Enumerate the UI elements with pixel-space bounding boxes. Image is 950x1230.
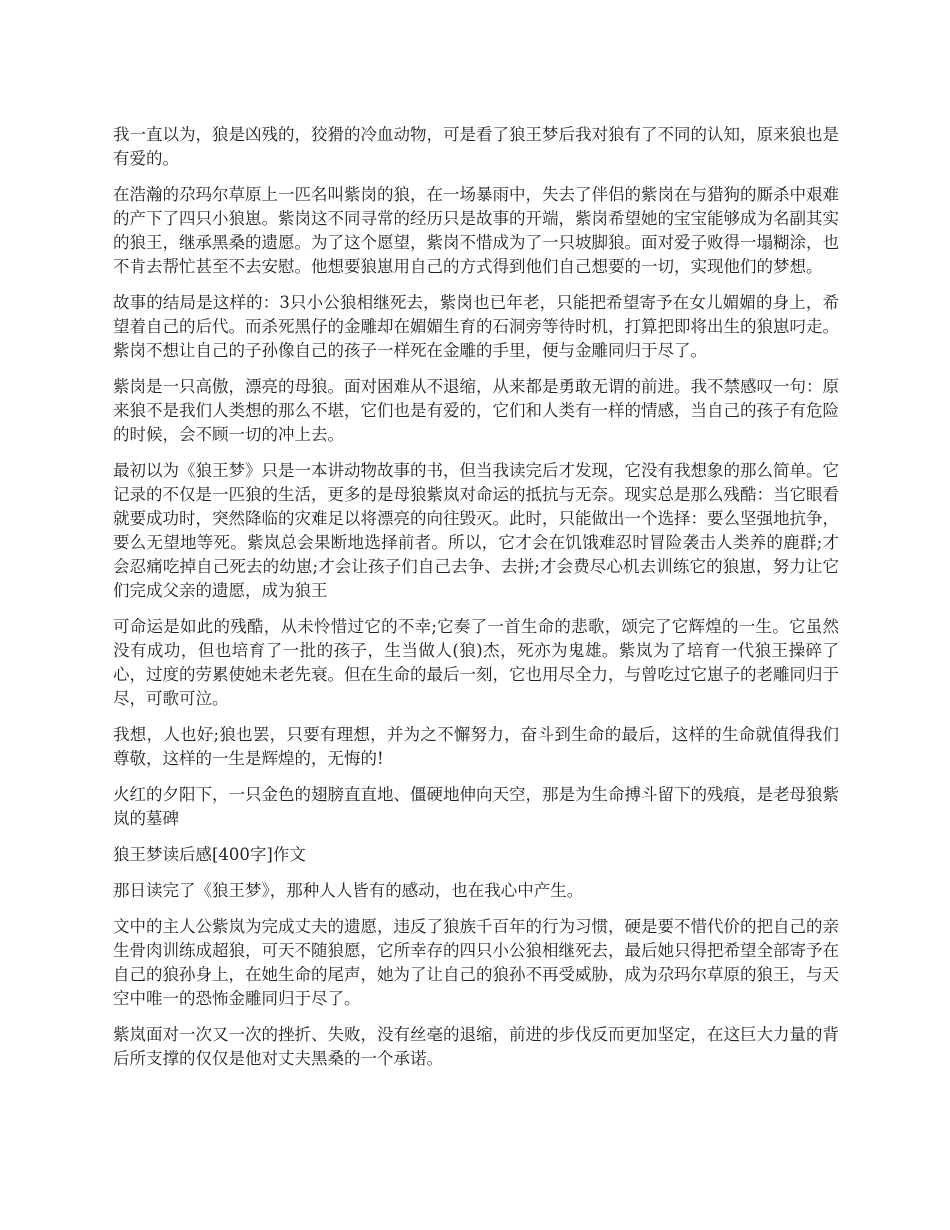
section-heading: 狼王梦读后感[400字]作文 xyxy=(113,845,306,864)
paragraph-12: 紫岚面对一次又一次的挫折、失败，没有丝毫的退缩，前进的步伐反而更加坚定，在这巨大力量的背后所支撑的仅仅是他对丈夫黑桑的一个承诺。 xyxy=(113,1025,839,1068)
paragraph-7: 我想，人也好;狼也罢，只要有理想，并为之不懈努力，奋斗到生命的最后，这样的生命就值得我们尊敬，这样的一生是辉煌的，无悔的! xyxy=(113,725,839,768)
paragraph-10: 那日读完了《狼王梦》，那种人人皆有的感动，也在我心中产生。 xyxy=(113,881,584,900)
paragraph-4: 紫岗是一只高傲，漂亮的母狼。面对困难从不退缩，从来都是勇敢无谓的前进。我不禁感叹一句：原来狼不是我们人类想的那么不堪，它们也是有爱的，它们和人类有一样的情感，当自己的孩子有危险的时候，会不顾一切的冲上去。 xyxy=(113,377,839,444)
paragraph-1: 我一直以为，狼是凶残的，狡猾的冷血动物，可是看了狼王梦后我对狼有了不同的认知，原来狼也是有爱的。 xyxy=(113,125,839,168)
paragraph-3: 故事的结局是这样的：3只小公狼相继死去，紫岗也已年老，只能把希望寄予在女儿媚媚的身上，希望着自己的后代。而杀死黑仔的金雕却在媚媚生育的石洞旁等待时机，打算把即将出生的狼崽叼走。紫岗不想让自己的子孙像自己的孩子一样死在金雕的手里，便与金雕同归于尽了。 xyxy=(113,293,839,360)
document-body xyxy=(113,123,839,1083)
paragraph-2: 在浩瀚的尕玛尔草原上一匹名叫紫岗的狼，在一场暴雨中，失去了伴侣的紫岗在与猎狗的厮杀中艰难的产下了四只小狼崽。紫岗这不同寻常的经历只是故事的开端，紫岗希望她的宝宝能够成为名副其实的狼王，继承黑桑的遗愿。为了这个愿望，紫岗不惜成为了一只坡脚狼。面对爱子败得一塌糊涂，也不肯去帮忙甚至不去安慰。他想要狼崽用自己的方式得到他们自己想要的一切，实现他们的梦想。 xyxy=(113,185,839,276)
paragraph-11: 文中的主人公紫岚为完成丈夫的遗愿，违反了狼族千百年的行为习惯，硬是要不惜代价的把自己的亲生骨肉训练成超狼，可天不随狼愿，它所幸存的四只小公狼相继死去，最后她只得把希望全部寄予在自己的狼孙身上，在她生命的尾声，她为了让自己的狼孙不再受威胁，成为尕玛尔草原的狼王，与天空中唯一的恐怖金雕同归于尽了。 xyxy=(113,917,839,1008)
paragraph-6: 可命运是如此的残酷，从未怜惜过它的不幸;它奏了一首生命的悲歌，颂完了它辉煌的一生。它虽然没有成功，但也培育了一批的孩子，生当做人(狼)杰，死亦为鬼雄。紫岚为了培育一代狼王操碎了心，过度的劳累使她未老先衰。但在生命的最后一刻，它也用尽全力，与曾吃过它崽子的老雕同归于尽，可歌可泣。 xyxy=(113,617,839,708)
paragraph-5: 最初以为《狼王梦》只是一本讲动物故事的书，但当我读完后才发现，它没有我想象的那么简单。它记录的不仅是一匹狼的生活，更多的是母狼紫岚对命运的抵抗与无奈。现实总是那么残酷：当它眼看就要成功时，突然降临的灾难足以将漂亮的向往毁灭。此时，只能做出一个选择：要么坚强地抗争，要么无望地等死。紫岚总会果断地选择前者。所以，它才会在饥饿难忍时冒险袭击人类养的鹿群;才会忍痛吃掉自己死去的幼崽;才会让孩子们自己去争、去拼;才会费尽心机去训练它的狼崽，努力让它们完成父亲的遗愿，成为狼王 xyxy=(113,461,839,600)
paragraph-8: 火红的夕阳下，一只金色的翅膀直直地、僵硬地伸向天空，那是为生命搏斗留下的残痕，是老母狼紫岚的墓碑 xyxy=(113,785,839,828)
